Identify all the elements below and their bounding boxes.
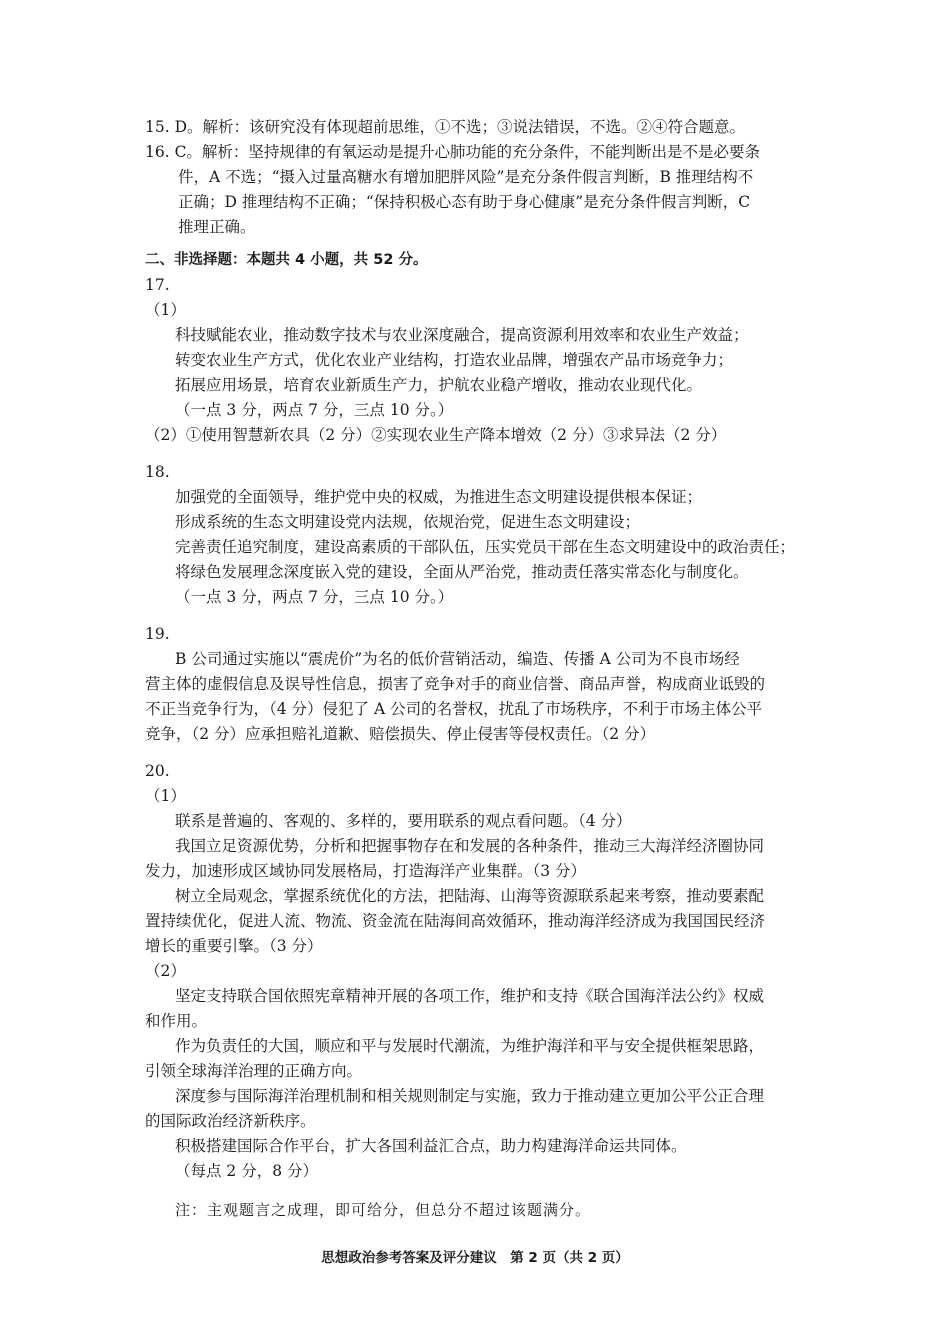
grading-note: 注：主观题言之成理，即可给分，但总分不超过该题满分。: [175, 1201, 592, 1219]
q17-part1-score: （一点 3 分，两点 7 分，三点 10 分。）: [175, 401, 454, 419]
q20-part1-para2-line2: 发力，加速形成区域协同发展格局，打造海洋产业集群。（3 分）: [145, 862, 587, 880]
page-footer: 思想政治参考答案及评分建议 第 2 页（共 2 页）: [321, 1250, 629, 1266]
q19-number: 19.: [145, 625, 170, 643]
q20-part2-point4: 积极搭建国际合作平台，扩大各国利益汇合点，助力构建海洋命运共同体。: [175, 1137, 687, 1155]
q17-part1-label: （1）: [145, 301, 186, 319]
q20-part2-score: （每点 2 分，8 分）: [175, 1162, 319, 1180]
q17-part1-point1: 科技赋能农业，推动数字技术与农业深度融合，提高资源利用效率和农业生产效益；: [175, 326, 749, 344]
q18-number: 18.: [145, 463, 170, 481]
q20-part2-point2-line2: 引领全球海洋治理的正确方向。: [145, 1062, 363, 1080]
q16-answer-line4: 推理正确。: [178, 218, 256, 236]
q17-number: 17.: [145, 276, 170, 294]
section-heading: 二、非选择题：本题共 4 小题，共 52 分。: [145, 252, 428, 268]
q20-part2-label: （2）: [145, 962, 186, 980]
q16-answer-line3: 正确；D 推理结构不正确；“保持积极心态有助于身心健康”是充分条件假言判断，C: [178, 193, 751, 211]
q19-answer-line2: 营主体的虚假信息及误导性信息，损害了竞争对手的商业信誉、商品声誉，构成商业诋毁的: [145, 675, 766, 693]
q20-part1-label: （1）: [145, 787, 186, 805]
q17-part2: （2）①使用智慧新农具（2 分）②实现农业生产降本增效（2 分）③求异法（2 分）: [145, 426, 727, 444]
q20-part1-para3-line3: 增长的重要引擎。（3 分）: [145, 937, 323, 955]
q20-part1-para3-line1: 树立全局观念，掌握系统优化的方法，把陆海、山海等资源联系起来考察，推动要素配: [175, 887, 765, 905]
q20-part1-para1: 联系是普遍的、客观的、多样的，要用联系的观点看问题。（4 分）: [175, 812, 632, 830]
q20-part2-point3-line2: 的国际政治经济新秩序。: [145, 1112, 316, 1130]
q18-point3: 完善责任追究制度，建设高素质的干部队伍，压实党员干部在生态文明建设中的政治责任；: [175, 538, 796, 556]
q19-answer-line3: 不正当竞争行为，（4 分）侵犯了 A 公司的名誉权，扰乱了市场秩序，不利于市场主体公平: [145, 700, 763, 718]
q20-part1-para3-line2: 置持续优化，促进人流、物流、资金流在陆海间高效循环，推动海洋经济成为我国国民经济: [145, 912, 766, 930]
q18-point2: 形成系统的生态文明建设党内法规，依规治党，促进生态文明建设；: [175, 513, 641, 531]
q20-number: 20.: [145, 762, 170, 780]
q17-part1-point3: 拓展应用场景，培育农业新质生产力，护航农业稳产增收，推动农业现代化。: [175, 376, 703, 394]
answer-content: [145, 115, 810, 1223]
q20-part2-point3-line1: 深度参与国际海洋治理机制和相关规则制定与实施，致力于推动建立更加公平公正合理: [175, 1087, 765, 1105]
q20-part2-point2-line1: 作为负责任的大国，顺应和平与发展时代潮流，为维护海洋和平与安全提供框架思路，: [175, 1037, 765, 1055]
q15-answer: 15. D。解析：该研究没有体现超前思维，①不选；③说法错误，不选。②④符合题意。: [145, 118, 746, 136]
q20-part1-para2-line1: 我国立足资源优势，分析和把握事物存在和发展的各种条件，推动三大海洋经济圈协同: [175, 837, 765, 855]
q20-part2-point1-line1: 坚定支持联合国依照宪章精神开展的各项工作，维护和支持《联合国海洋法公约》权威: [175, 987, 765, 1005]
q20-part2-point1-line2: 和作用。: [145, 1012, 208, 1030]
q18-point4: 将绿色发展理念深度嵌入党的建设，全面从严治党，推动责任落实常态化与制度化。: [175, 563, 749, 581]
q18-point1: 加强党的全面领导，维护党中央的权威，为推进生态文明建设提供根本保证；: [175, 488, 703, 506]
q19-answer-line1: B 公司通过实施以“震虎价”为名的低价营销活动，编造、传播 A 公司为不良市场经: [175, 650, 740, 668]
q16-answer-line2: 件，A 不选；“摄入过量高糖水有增加肥胖风险”是充分条件假言判断，B 推理结构不: [178, 168, 754, 186]
q18-score: （一点 3 分，两点 7 分，三点 10 分。）: [175, 588, 454, 606]
q16-answer-line1: 16. C。解析：坚持规律的有氧运动是提升心肺功能的充分条件，不能判断出是不是必要条: [145, 143, 760, 161]
q19-answer-line4: 竞争，（2 分）应承担赔礼道歉、赔偿损失、停止侵害等侵权责任。（2 分）: [145, 725, 656, 743]
q17-part1-point2: 转变农业生产方式，优化农业产业结构，打造农业品牌，增强农产品市场竞争力；: [175, 351, 734, 369]
